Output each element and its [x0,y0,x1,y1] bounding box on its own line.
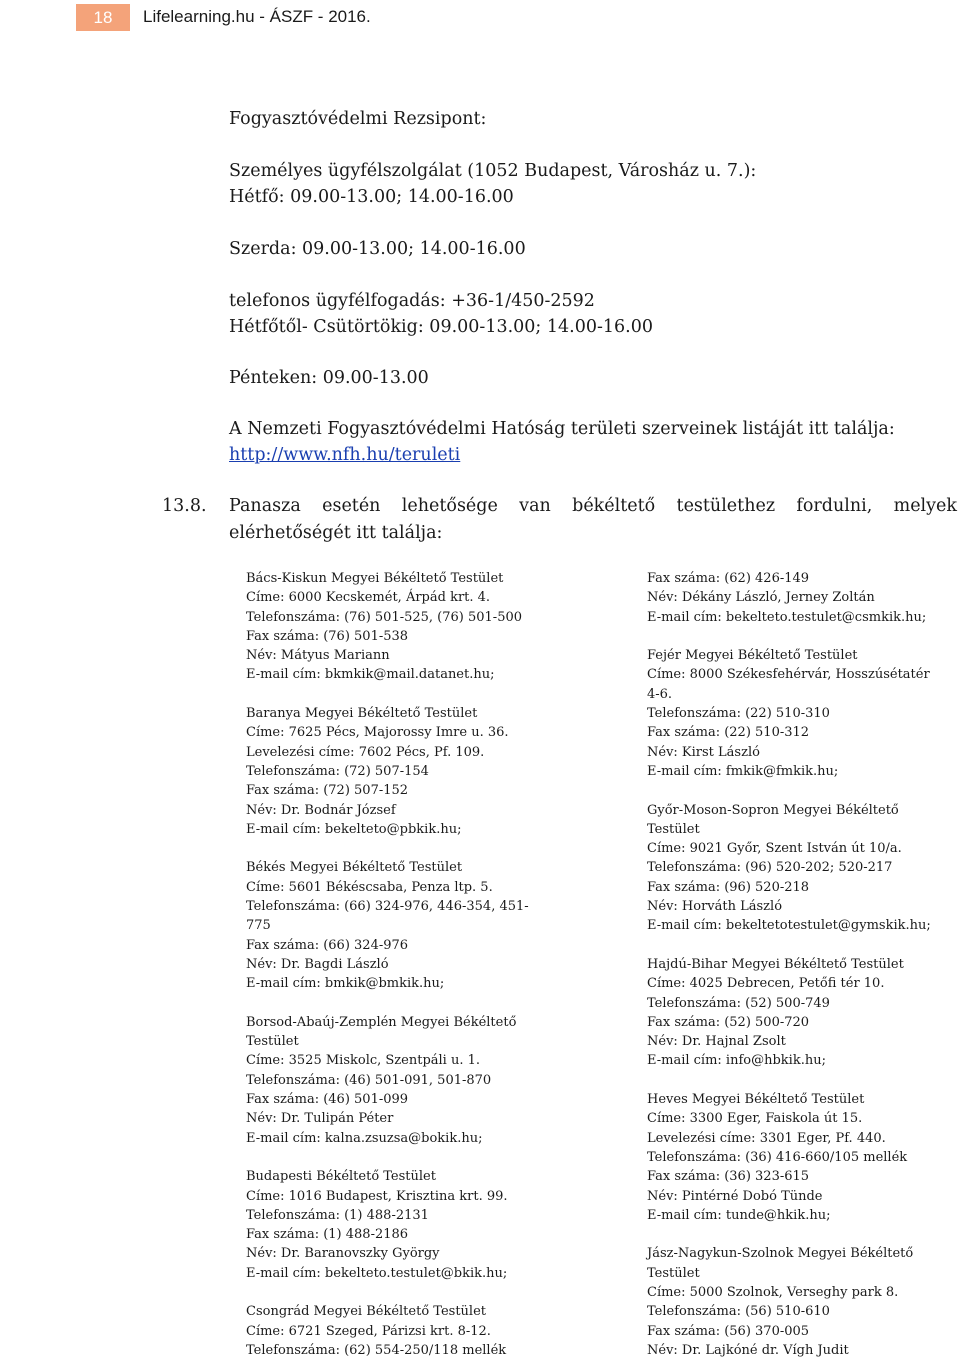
section-number: 13.8. [162,496,207,516]
contact-line: Név: Dékány László, Jerney Zoltán [647,590,875,606]
contact-line: Baranya Megyei Békéltető Testület [246,706,478,722]
contact-line: 775 [246,918,271,934]
contact-line: Telefonszáma: (1) 488-2131 [246,1207,429,1223]
contact-line: Címe: 5000 Szolnok, Verseghy park 8. [647,1284,899,1300]
contact-line: Címe: 3300 Eger, Faiskola út 15. [647,1111,863,1127]
contact-line: Testület [647,821,700,837]
contact-line: Testület [246,1034,299,1050]
contact-line: Békés Megyei Békéltető Testület [246,860,463,876]
contact-line: Levelezési címe: 3301 Eger, Pf. 440. [647,1130,886,1146]
contact-line: Fax száma: (1) 488-2186 [246,1227,409,1243]
mon-thu-hours: Hétfőtől- Csütörtökig: 09.00-13.00; 14.00-16.00 [229,317,653,337]
contact-line: E-mail cím: bekelteto.testulet@csmkik.hu; [647,609,927,625]
contact-line: Telefonszáma: (76) 501-525, (76) 501-500 [246,609,523,625]
contact-line: Címe: 7625 Pécs, Majorossy Imre u. 36. [246,725,509,741]
contact-line: Címe: 6721 Szeged, Párizsi krt. 8-12. [246,1323,491,1339]
right-column [647,569,952,1360]
contact-line: Név: Dr. Lajkóné dr. Vígh Judit [647,1342,849,1358]
contact-line: Fax száma: (56) 370-005 [647,1323,810,1339]
contact-line: Telefonszáma: (22) 510-310 [647,706,830,722]
rezsipont-title: Fogyasztóvédelmi Rezsipont: [229,109,487,129]
contact-line: E-mail cím: bmkik@bmkik.hu; [246,976,445,992]
contact-line: Fax száma: (62) 426-149 [647,571,810,586]
contact-line: Címe: 9021 Győr, Szent István út 10/a. [647,841,902,857]
wednesday-hours: Szerda: 09.00-13.00; 14.00-16.00 [229,239,526,259]
contact-line: Név: Dr. Bagdi László [246,956,389,972]
contact-line: Fax száma: (46) 501-099 [246,1092,409,1108]
left-column [246,569,626,1360]
contact-line: Név: Dr. Bodnár József [246,802,396,818]
contact-entry [647,646,952,781]
contact-entry [246,1167,626,1283]
nfh-link[interactable]: http://www.nfh.hu/teruleti [229,445,461,465]
contact-entry [246,1302,626,1360]
contact-line: E-mail cím: bkmkik@mail.datanet.hu; [246,667,495,683]
contact-line: Fax száma: (96) 520-218 [647,879,810,895]
contact-line: Jász-Nagykun-Szolnok Megyei Békéltető [647,1246,914,1262]
contact-entry [246,1013,626,1148]
page-header [0,0,960,34]
phone-service-text: telefonos ügyfélfogadás: +36-1/450-2592 [229,291,595,311]
personal-service-text: Személyes ügyfélszolgálat (1052 Budapest, Városház u. 7.): [229,161,757,181]
contact-entry [647,1090,952,1225]
page-number-badge: 18 [76,4,130,31]
contact-line: Címe: 6000 Kecskemét, Árpád krt. 4. [246,590,491,606]
contact-entry [647,801,952,936]
contact-line: Győr-Moson-Sopron Megyei Békéltető [647,802,899,818]
contact-line: Címe: 3525 Miskolc, Szentpáli u. 1. [246,1053,481,1069]
contact-line: Címe: 1016 Budapest, Krisztina krt. 99. [246,1188,508,1204]
contact-line: Fejér Megyei Békéltető Testület [647,648,858,664]
contact-line: E-mail cím: info@hbkik.hu; [647,1053,826,1069]
friday-hours: Pénteken: 09.00-13.00 [229,368,429,388]
contact-line: Telefonszáma: (36) 416-660/105 mellék [647,1149,908,1165]
contact-line: Telefonszáma: (66) 324-976, 446-354, 451- [246,899,529,915]
contact-line: Címe: 4025 Debrecen, Petőfi tér 10. [647,976,885,992]
contact-line: Név: Kirst László [647,744,760,760]
contact-line: E-mail cím: fmkik@fmkik.hu; [647,763,839,779]
contact-line: Borsod-Abaúj-Zemplén Megyei Békéltető [246,1014,517,1030]
contact-line: Telefonszáma: (62) 554-250/118 mellék [246,1342,507,1358]
header-title: Lifelearning.hu - ÁSZF - 2016. [143,7,371,26]
contact-line: Név: Pintérné Dobó Tünde [647,1188,823,1204]
contact-line: E-mail cím: bekelteto.testulet@bkik.hu; [246,1265,508,1281]
contact-line: Levelezési címe: 7602 Pécs, Pf. 109. [246,744,485,760]
contact-line: Címe: 8000 Székesfehérvár, Hosszúsétatér [647,667,930,683]
contact-line: Név: Dr. Baranovszky György [246,1246,440,1262]
contact-line: Telefonszáma: (46) 501-091, 501-870 [246,1072,492,1088]
section-text-line1: Panasza esetén lehetősége van békéltető testülethez fordulni, melyek [229,496,957,516]
contact-line: 4-6. [647,686,673,702]
contact-line: Fax száma: (72) 507-152 [246,783,409,799]
contact-line: Csongrád Megyei Békéltető Testület [246,1304,486,1320]
contact-line: Telefonszáma: (96) 520-202; 520-217 [647,860,893,876]
section-text-line2: elérhetőségét itt találja: [229,523,443,543]
contact-line: Budapesti Békéltető Testület [246,1169,436,1185]
contact-line: Név: Horváth László [647,899,783,915]
contact-entry [647,955,952,1071]
contact-entry [246,569,626,685]
contact-line: Telefonszáma: (72) 507-154 [246,763,429,779]
contact-line: Telefonszáma: (52) 500-749 [647,995,830,1011]
contact-line: E-mail cím: kalna.zsuzsa@bokik.hu; [246,1130,483,1146]
contact-line: Bács-Kiskun Megyei Békéltető Testület [246,571,504,586]
contact-line: Név: Mátyus Mariann [246,648,390,664]
contact-line: Név: Dr. Hajnal Zsolt [647,1034,786,1050]
contact-line: E-mail cím: tunde@hkik.hu; [647,1207,831,1223]
contact-line: Fax száma: (22) 510-312 [647,725,810,741]
contact-line: Fax száma: (66) 324-976 [246,937,409,953]
nfh-list-text: A Nemzeti Fogyasztóvédelmi Hatóság területi szerveinek listáját itt találja: [229,419,895,439]
contact-line: E-mail cím: bekelteto@pbkik.hu; [246,821,462,837]
contact-entry [647,1244,952,1360]
contact-line: Telefonszáma: (56) 510-610 [647,1304,830,1320]
contact-entry [246,858,626,993]
contact-entry [647,569,952,627]
contact-line: E-mail cím: bekeltetotestulet@gymskik.hu; [647,918,931,934]
contact-line: Címe: 5601 Békéscsaba, Penza ltp. 5. [246,879,493,895]
monday-hours: Hétfő: 09.00-13.00; 14.00-16.00 [229,187,514,207]
contact-line: Heves Megyei Békéltető Testület [647,1092,865,1108]
contact-line: Hajdú-Bihar Megyei Békéltető Testület [647,956,904,972]
contact-line: Fax száma: (36) 323-615 [647,1169,810,1185]
contact-line: Név: Dr. Tulipán Péter [246,1111,394,1127]
contact-line: Testület [647,1265,700,1281]
contact-line: Fax száma: (52) 500-720 [647,1014,810,1030]
contact-entry [246,704,626,839]
contact-line: Fax száma: (76) 501-538 [246,628,409,644]
